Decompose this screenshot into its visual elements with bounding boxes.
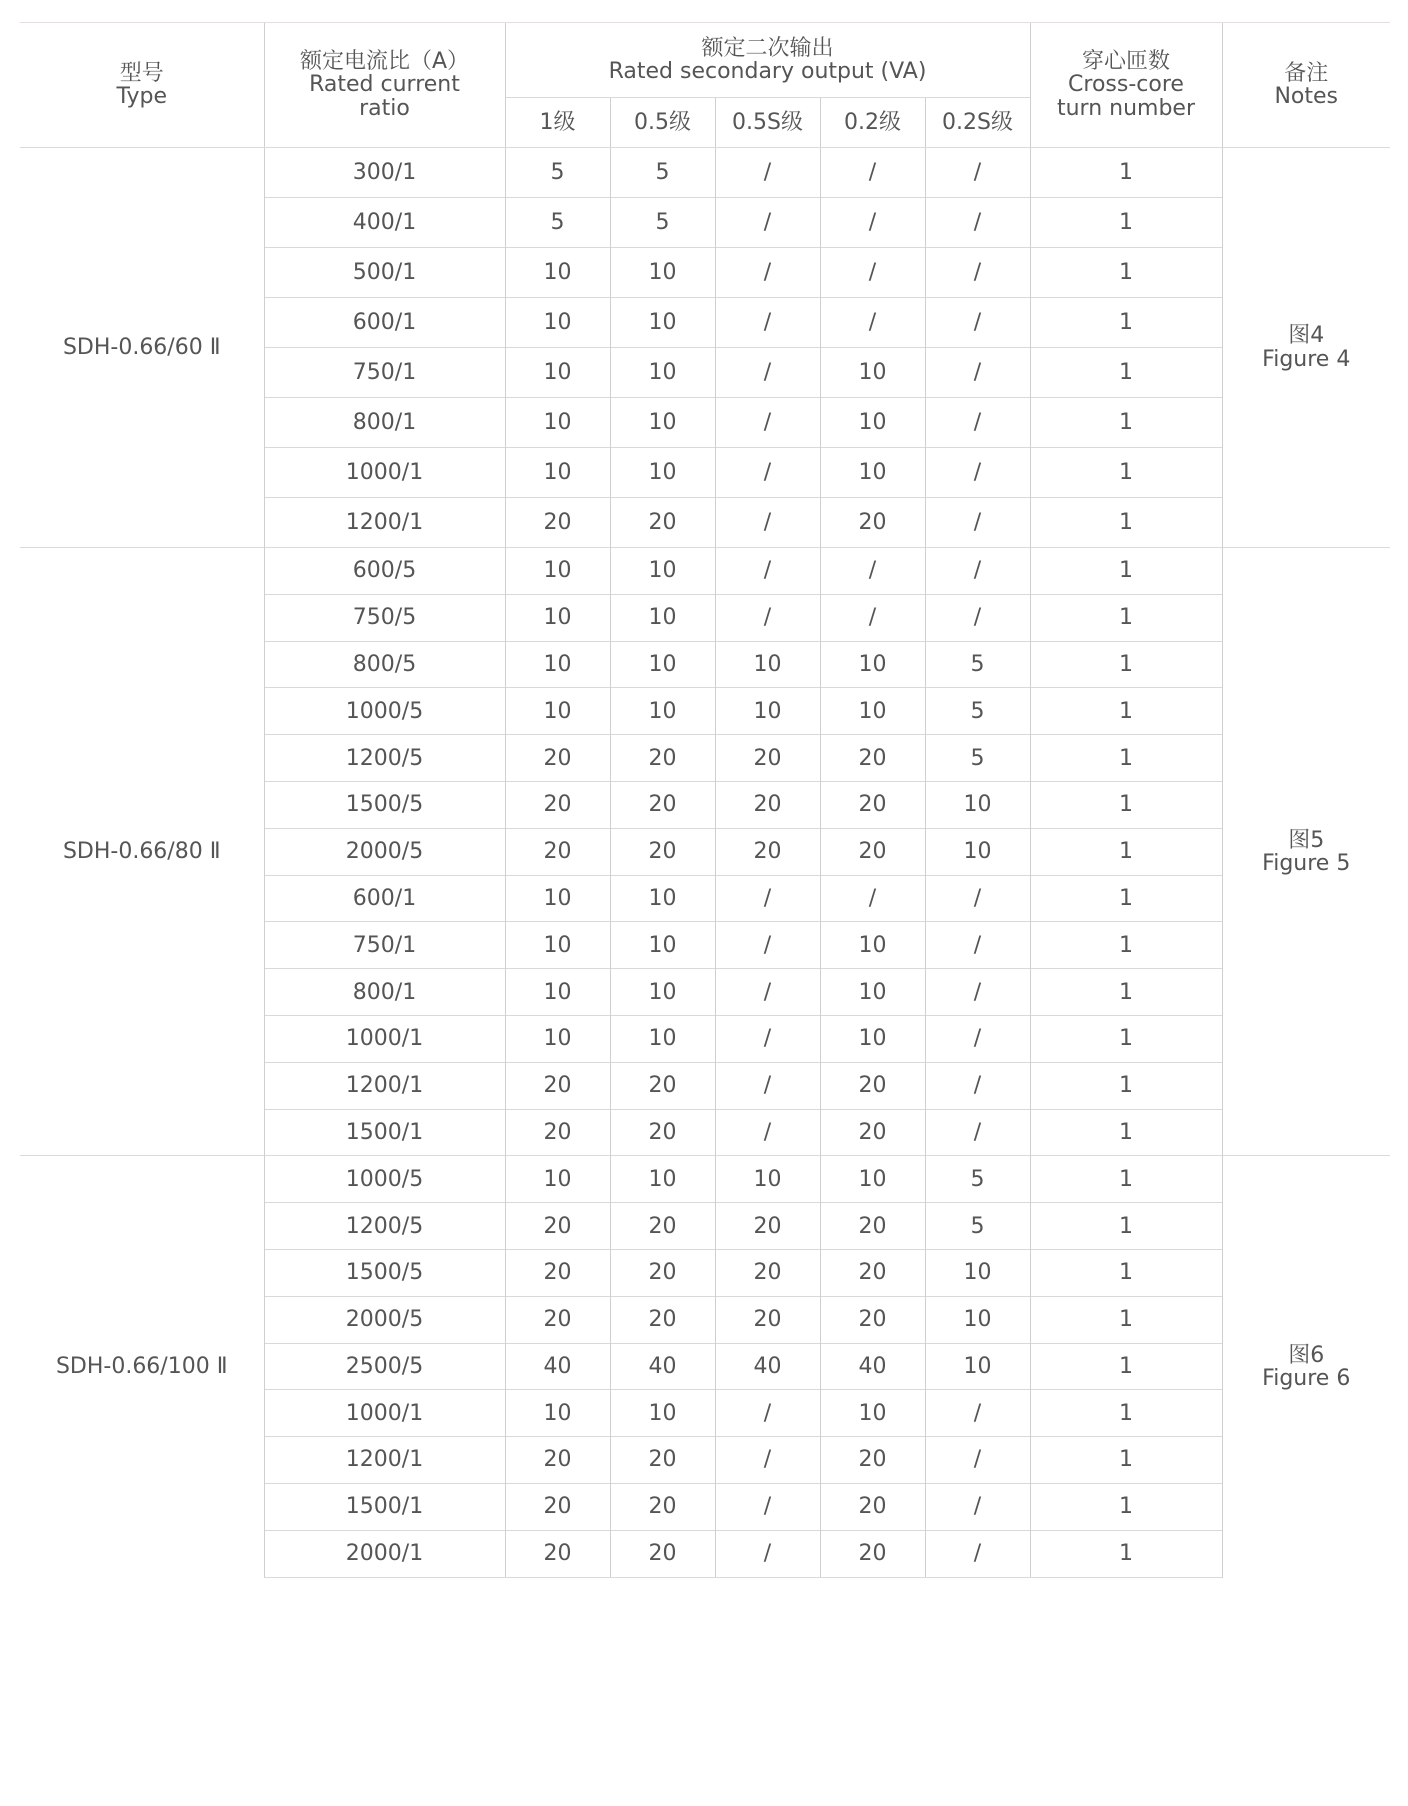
notes-cell bbox=[1222, 148, 1390, 548]
class-0-5-cell: 10 bbox=[610, 641, 715, 688]
turns-cell: 1 bbox=[1030, 875, 1222, 922]
class-0-5-cell: 20 bbox=[610, 828, 715, 875]
table-body bbox=[20, 148, 1390, 1578]
class-0-5s-cell: 10 bbox=[715, 641, 820, 688]
turns-cell: 1 bbox=[1030, 828, 1222, 875]
ratio-cell: 600/1 bbox=[264, 875, 505, 922]
ratio-cell: 800/1 bbox=[264, 969, 505, 1016]
class-0-5s-cell: / bbox=[715, 398, 820, 448]
class-1-cell: 10 bbox=[505, 969, 610, 1016]
class-0-5-cell: 10 bbox=[610, 594, 715, 641]
class-0-5-cell: 20 bbox=[610, 498, 715, 548]
class-0-5-cell: 10 bbox=[610, 248, 715, 298]
class-0-2-cell: 10 bbox=[820, 1015, 925, 1062]
turns-cell: 1 bbox=[1030, 1483, 1222, 1530]
ratio-cell: 1500/1 bbox=[264, 1109, 505, 1156]
class-0-5s-cell: / bbox=[715, 448, 820, 498]
class-0-5s-cell: / bbox=[715, 148, 820, 198]
note-en: Figure 6 bbox=[1262, 1365, 1351, 1391]
turns-cell: 1 bbox=[1030, 1390, 1222, 1437]
class-0-2s-cell: 10 bbox=[925, 1249, 1030, 1296]
class-0-5-cell: 10 bbox=[610, 548, 715, 595]
ratio-cell: 800/1 bbox=[264, 398, 505, 448]
header-notes-zh: 备注 bbox=[1284, 60, 1329, 86]
class-0-2s-cell: / bbox=[925, 1109, 1030, 1156]
ratio-cell: 500/1 bbox=[264, 248, 505, 298]
class-0-2s-cell: / bbox=[925, 875, 1030, 922]
ratio-cell: 750/5 bbox=[264, 594, 505, 641]
header-turns-en1: Cross-core bbox=[1068, 72, 1184, 98]
class-0-5-cell: 10 bbox=[610, 448, 715, 498]
class-0-2-cell: / bbox=[820, 148, 925, 198]
ratio-cell: 1500/5 bbox=[264, 1249, 505, 1296]
ratio-cell: 1500/5 bbox=[264, 781, 505, 828]
class-0-5-cell: 10 bbox=[610, 969, 715, 1016]
class-0-2-cell: 10 bbox=[820, 641, 925, 688]
turns-cell: 1 bbox=[1030, 1530, 1222, 1577]
header-ratio-en1: Rated current bbox=[309, 72, 460, 98]
class-0-5s-cell: / bbox=[715, 298, 820, 348]
class-0-2-cell: 10 bbox=[820, 1390, 925, 1437]
class-0-5s-cell: / bbox=[715, 248, 820, 298]
class-0-2-cell: / bbox=[820, 548, 925, 595]
class-1-cell: 20 bbox=[505, 1203, 610, 1250]
class-1-cell: 10 bbox=[505, 594, 610, 641]
class-1-cell: 10 bbox=[505, 298, 610, 348]
ratio-cell: 1200/1 bbox=[264, 1062, 505, 1109]
class-1-cell: 20 bbox=[505, 1109, 610, 1156]
ratio-cell: 1000/1 bbox=[264, 448, 505, 498]
table-row bbox=[20, 1156, 1390, 1203]
class-0-5s-cell: / bbox=[715, 1062, 820, 1109]
class-0-2s-cell: / bbox=[925, 1015, 1030, 1062]
class-1-cell: 20 bbox=[505, 828, 610, 875]
class-0-2s-cell: 10 bbox=[925, 828, 1030, 875]
header-turns bbox=[1030, 23, 1222, 148]
class-0-2s-cell: 5 bbox=[925, 1156, 1030, 1203]
class-1-cell: 20 bbox=[505, 1062, 610, 1109]
ratio-cell: 1200/1 bbox=[264, 498, 505, 548]
class-0-5s-cell: / bbox=[715, 594, 820, 641]
class-0-2s-cell: / bbox=[925, 398, 1030, 448]
ratio-cell: 400/1 bbox=[264, 198, 505, 248]
class-0-5-cell: 20 bbox=[610, 1483, 715, 1530]
class-0-2-cell: 20 bbox=[820, 1530, 925, 1577]
header-class-0-2: 0.2级 bbox=[820, 98, 925, 148]
ratio-cell: 600/1 bbox=[264, 298, 505, 348]
class-0-5s-cell: / bbox=[715, 1483, 820, 1530]
ratio-cell: 2000/1 bbox=[264, 1530, 505, 1577]
class-0-2s-cell: / bbox=[925, 1062, 1030, 1109]
class-0-5s-cell: / bbox=[715, 1109, 820, 1156]
class-0-5-cell: 20 bbox=[610, 781, 715, 828]
class-0-2s-cell: 10 bbox=[925, 781, 1030, 828]
ratio-cell: 1200/5 bbox=[264, 1203, 505, 1250]
note-en: Figure 5 bbox=[1262, 850, 1351, 876]
class-0-5s-cell: / bbox=[715, 1530, 820, 1577]
note-zh: 图4 bbox=[1288, 323, 1325, 349]
class-1-cell: 20 bbox=[505, 1530, 610, 1577]
class-0-2s-cell: 10 bbox=[925, 1343, 1030, 1390]
class-0-5s-cell: 40 bbox=[715, 1343, 820, 1390]
class-0-5s-cell: / bbox=[715, 922, 820, 969]
turns-cell: 1 bbox=[1030, 594, 1222, 641]
class-0-5s-cell: 10 bbox=[715, 1156, 820, 1203]
class-0-5-cell: 10 bbox=[610, 348, 715, 398]
class-1-cell: 20 bbox=[505, 498, 610, 548]
turns-cell: 1 bbox=[1030, 1296, 1222, 1343]
header-turns-en2: turn number bbox=[1056, 95, 1196, 121]
turns-cell: 1 bbox=[1030, 922, 1222, 969]
class-0-2-cell: 20 bbox=[820, 498, 925, 548]
class-0-5-cell: 20 bbox=[610, 1249, 715, 1296]
class-0-5s-cell: 20 bbox=[715, 781, 820, 828]
header-notes-en: Notes bbox=[1274, 84, 1339, 109]
class-0-2-cell: 20 bbox=[820, 781, 925, 828]
ratio-cell: 800/5 bbox=[264, 641, 505, 688]
ratio-cell: 2500/5 bbox=[264, 1343, 505, 1390]
class-0-2-cell: 20 bbox=[820, 1109, 925, 1156]
class-0-5s-cell: 20 bbox=[715, 828, 820, 875]
turns-cell: 1 bbox=[1030, 688, 1222, 735]
class-0-2s-cell: / bbox=[925, 1483, 1030, 1530]
class-0-5s-cell: / bbox=[715, 548, 820, 595]
class-0-2-cell: / bbox=[820, 594, 925, 641]
class-0-5-cell: 20 bbox=[610, 1203, 715, 1250]
ratio-cell: 1000/1 bbox=[264, 1015, 505, 1062]
class-0-2-cell: 20 bbox=[820, 1483, 925, 1530]
class-1-cell: 5 bbox=[505, 148, 610, 198]
turns-cell: 1 bbox=[1030, 1062, 1222, 1109]
class-0-2s-cell: / bbox=[925, 1530, 1030, 1577]
class-1-cell: 10 bbox=[505, 1156, 610, 1203]
turns-cell: 1 bbox=[1030, 969, 1222, 1016]
header-type-zh: 型号 bbox=[119, 60, 164, 86]
class-0-5-cell: 20 bbox=[610, 1296, 715, 1343]
class-0-2-cell: 10 bbox=[820, 922, 925, 969]
class-0-2s-cell: / bbox=[925, 448, 1030, 498]
class-0-2s-cell: / bbox=[925, 348, 1030, 398]
class-1-cell: 10 bbox=[505, 922, 610, 969]
turns-cell: 1 bbox=[1030, 448, 1222, 498]
turns-cell: 1 bbox=[1030, 348, 1222, 398]
class-1-cell: 20 bbox=[505, 1296, 610, 1343]
turns-cell: 1 bbox=[1030, 548, 1222, 595]
class-0-5-cell: 10 bbox=[610, 922, 715, 969]
ratio-cell: 2000/5 bbox=[264, 828, 505, 875]
class-0-5s-cell: 20 bbox=[715, 1249, 820, 1296]
header-ratio bbox=[264, 23, 505, 148]
ratio-cell: 1000/5 bbox=[264, 1156, 505, 1203]
class-0-5s-cell: 20 bbox=[715, 735, 820, 782]
ratio-cell: 600/5 bbox=[264, 548, 505, 595]
class-0-2-cell: / bbox=[820, 248, 925, 298]
class-0-2s-cell: / bbox=[925, 594, 1030, 641]
turns-cell: 1 bbox=[1030, 248, 1222, 298]
class-0-5-cell: 20 bbox=[610, 1530, 715, 1577]
class-0-5-cell: 10 bbox=[610, 875, 715, 922]
class-0-2s-cell: / bbox=[925, 1437, 1030, 1484]
ratio-cell: 1200/5 bbox=[264, 735, 505, 782]
turns-cell: 1 bbox=[1030, 498, 1222, 548]
class-0-2s-cell: / bbox=[925, 548, 1030, 595]
class-1-cell: 5 bbox=[505, 198, 610, 248]
class-1-cell: 10 bbox=[505, 548, 610, 595]
class-0-5s-cell: / bbox=[715, 198, 820, 248]
class-0-2-cell: 20 bbox=[820, 1203, 925, 1250]
class-0-2-cell: 10 bbox=[820, 969, 925, 1016]
class-0-5-cell: 20 bbox=[610, 735, 715, 782]
note-zh: 图5 bbox=[1288, 827, 1325, 853]
ratio-cell: 1000/5 bbox=[264, 688, 505, 735]
table-row bbox=[20, 548, 1390, 595]
class-0-2s-cell: 5 bbox=[925, 735, 1030, 782]
class-0-2-cell: 10 bbox=[820, 348, 925, 398]
class-0-2s-cell: 5 bbox=[925, 641, 1030, 688]
class-0-2s-cell: / bbox=[925, 298, 1030, 348]
class-1-cell: 10 bbox=[505, 1015, 610, 1062]
turns-cell: 1 bbox=[1030, 1249, 1222, 1296]
header-output-zh: 额定二次输出 bbox=[701, 35, 834, 61]
table-header bbox=[20, 23, 1390, 148]
class-0-5s-cell: 10 bbox=[715, 688, 820, 735]
class-0-2s-cell: / bbox=[925, 148, 1030, 198]
class-1-cell: 10 bbox=[505, 448, 610, 498]
ratio-cell: 300/1 bbox=[264, 148, 505, 198]
class-1-cell: 10 bbox=[505, 1390, 610, 1437]
table-row bbox=[20, 148, 1390, 198]
class-0-5s-cell: / bbox=[715, 1390, 820, 1437]
class-0-2s-cell: 10 bbox=[925, 1296, 1030, 1343]
class-0-2-cell: 10 bbox=[820, 398, 925, 448]
turns-cell: 1 bbox=[1030, 781, 1222, 828]
class-0-5-cell: 20 bbox=[610, 1109, 715, 1156]
class-0-5-cell: 10 bbox=[610, 688, 715, 735]
class-0-5-cell: 10 bbox=[610, 298, 715, 348]
header-notes bbox=[1222, 23, 1390, 148]
header-class-0-2s: 0.2S级 bbox=[925, 98, 1030, 148]
ratio-cell: 1000/1 bbox=[264, 1390, 505, 1437]
class-0-2s-cell: 5 bbox=[925, 688, 1030, 735]
class-1-cell: 10 bbox=[505, 248, 610, 298]
class-0-5-cell: 10 bbox=[610, 1156, 715, 1203]
header-turns-zh: 穿心匝数 bbox=[1081, 49, 1170, 75]
class-0-5s-cell: / bbox=[715, 969, 820, 1016]
class-0-5-cell: 5 bbox=[610, 198, 715, 248]
class-1-cell: 20 bbox=[505, 1483, 610, 1530]
class-0-5-cell: 10 bbox=[610, 1390, 715, 1437]
class-0-2-cell: 10 bbox=[820, 688, 925, 735]
class-0-5s-cell: 20 bbox=[715, 1296, 820, 1343]
class-0-2s-cell: / bbox=[925, 1390, 1030, 1437]
turns-cell: 1 bbox=[1030, 298, 1222, 348]
class-0-2s-cell: / bbox=[925, 969, 1030, 1016]
class-0-2-cell: 10 bbox=[820, 1156, 925, 1203]
turns-cell: 1 bbox=[1030, 198, 1222, 248]
class-0-5s-cell: 20 bbox=[715, 1203, 820, 1250]
class-0-2-cell: 20 bbox=[820, 1437, 925, 1484]
turns-cell: 1 bbox=[1030, 1343, 1222, 1390]
turns-cell: 1 bbox=[1030, 1203, 1222, 1250]
notes-cell bbox=[1222, 1156, 1390, 1577]
ratio-cell: 750/1 bbox=[264, 348, 505, 398]
class-0-5s-cell: / bbox=[715, 1015, 820, 1062]
class-0-5s-cell: / bbox=[715, 498, 820, 548]
note-zh: 图6 bbox=[1288, 1342, 1325, 1368]
class-0-2s-cell: / bbox=[925, 498, 1030, 548]
class-1-cell: 10 bbox=[505, 398, 610, 448]
class-0-2s-cell: 5 bbox=[925, 1203, 1030, 1250]
ratio-cell: 2000/5 bbox=[264, 1296, 505, 1343]
class-0-2s-cell: / bbox=[925, 198, 1030, 248]
turns-cell: 1 bbox=[1030, 1109, 1222, 1156]
class-0-5-cell: 10 bbox=[610, 398, 715, 448]
class-0-5-cell: 10 bbox=[610, 1015, 715, 1062]
header-ratio-en2: ratio bbox=[359, 95, 410, 121]
type-cell: SDH-0.66/100 Ⅱ bbox=[20, 1156, 264, 1577]
turns-cell: 1 bbox=[1030, 1015, 1222, 1062]
turns-cell: 1 bbox=[1030, 148, 1222, 198]
class-1-cell: 10 bbox=[505, 348, 610, 398]
header-class-0-5: 0.5级 bbox=[610, 98, 715, 148]
class-0-5s-cell: / bbox=[715, 875, 820, 922]
type-cell: SDH-0.66/80 Ⅱ bbox=[20, 548, 264, 1156]
header-output bbox=[505, 23, 1030, 98]
type-cell: SDH-0.66/60 Ⅱ bbox=[20, 148, 264, 548]
class-0-2-cell: 20 bbox=[820, 1296, 925, 1343]
class-0-5s-cell: / bbox=[715, 1437, 820, 1484]
ratio-cell: 1500/1 bbox=[264, 1483, 505, 1530]
class-0-5-cell: 20 bbox=[610, 1437, 715, 1484]
header-class-0-5s: 0.5S级 bbox=[715, 98, 820, 148]
ratio-cell: 750/1 bbox=[264, 922, 505, 969]
class-0-2-cell: / bbox=[820, 198, 925, 248]
class-0-2-cell: 20 bbox=[820, 1249, 925, 1296]
class-0-5-cell: 40 bbox=[610, 1343, 715, 1390]
header-ratio-zh: 额定电流比（A） bbox=[299, 49, 470, 75]
header-type-en: Type bbox=[116, 84, 168, 109]
class-0-2-cell: 20 bbox=[820, 828, 925, 875]
class-0-2s-cell: / bbox=[925, 922, 1030, 969]
class-1-cell: 20 bbox=[505, 1437, 610, 1484]
class-1-cell: 20 bbox=[505, 1249, 610, 1296]
class-1-cell: 20 bbox=[505, 735, 610, 782]
class-0-5s-cell: / bbox=[715, 348, 820, 398]
header-class-1: 1级 bbox=[505, 98, 610, 148]
class-1-cell: 40 bbox=[505, 1343, 610, 1390]
turns-cell: 1 bbox=[1030, 398, 1222, 448]
header-type bbox=[20, 23, 264, 148]
class-1-cell: 10 bbox=[505, 875, 610, 922]
notes-cell bbox=[1222, 548, 1390, 1156]
class-0-2-cell: 20 bbox=[820, 1062, 925, 1109]
class-1-cell: 20 bbox=[505, 781, 610, 828]
class-0-2-cell: / bbox=[820, 298, 925, 348]
note-en: Figure 4 bbox=[1262, 346, 1351, 372]
header-output-en: Rated secondary output (VA) bbox=[608, 59, 927, 84]
spec-table bbox=[20, 22, 1390, 1578]
class-0-2-cell: 10 bbox=[820, 448, 925, 498]
turns-cell: 1 bbox=[1030, 1437, 1222, 1484]
turns-cell: 1 bbox=[1030, 641, 1222, 688]
class-1-cell: 10 bbox=[505, 688, 610, 735]
class-0-2-cell: 20 bbox=[820, 735, 925, 782]
class-0-2s-cell: / bbox=[925, 248, 1030, 298]
class-0-5-cell: 5 bbox=[610, 148, 715, 198]
class-0-2-cell: 40 bbox=[820, 1343, 925, 1390]
class-0-5-cell: 20 bbox=[610, 1062, 715, 1109]
ratio-cell: 1200/1 bbox=[264, 1437, 505, 1484]
class-1-cell: 10 bbox=[505, 641, 610, 688]
turns-cell: 1 bbox=[1030, 735, 1222, 782]
turns-cell: 1 bbox=[1030, 1156, 1222, 1203]
class-0-2-cell: / bbox=[820, 875, 925, 922]
